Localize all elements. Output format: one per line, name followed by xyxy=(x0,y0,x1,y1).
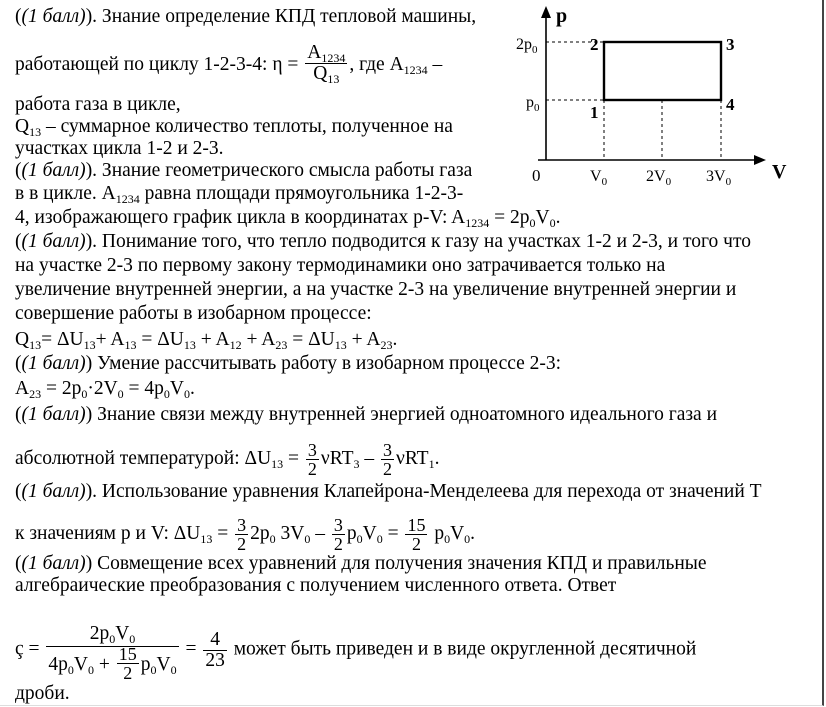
item5-line-a: ((1 балл)) Знание связи между внутренней энергией одноатомного идеального газа и xyxy=(15,404,718,425)
item3-line-b: на участке 2-3 по первому закону термодинамики оно затрачивается только на xyxy=(15,255,666,276)
item4-line-a: ((1 балл)) Умение рассчитывать работу в изобарном процессе 2-3: xyxy=(15,353,562,374)
three-halves-fraction: $\frac{3}{2}$ xyxy=(333,515,343,554)
item3-eq-sub-5: 13 xyxy=(124,338,137,352)
item4-eq-sub-7: 0 xyxy=(163,387,170,401)
item3-line-c: увеличение внутренней энергии, а на участке 2-3 на увеличение внутренней энергии и xyxy=(15,279,737,300)
item1-line-e: $Q_{13}$ – суммарное количество теплоты, полученное на xyxy=(15,116,453,139)
origin-label: 0 xyxy=(532,166,541,185)
x-tick-v0: $V_0$ xyxy=(590,168,608,188)
item1-line-f: участках цикла 1-2 и 2-3. xyxy=(15,138,224,159)
x-tick-2v0: $2V_0$ xyxy=(646,168,672,188)
item7-line-last: дроби. xyxy=(15,683,70,704)
item4-eq-sub-9: 0 xyxy=(184,387,191,401)
point-3-label: 3 xyxy=(726,35,735,54)
item3-eq-term-0: Q xyxy=(15,329,30,350)
fifteen-halves-fraction: $\frac{15}{2}$ xyxy=(407,515,426,554)
item3-line-a: ((1 балл)). Понимание того, что тепло подводится к газу на участках 1-2 и 2-3, и того что xyxy=(15,231,751,252)
item3-eq-sub-7: 13 xyxy=(183,338,196,352)
item4-eq-term-2: = 2p xyxy=(41,378,82,399)
fifteen-halves-fraction: $\frac{15}{2}$ xyxy=(118,644,137,683)
x-tick-3v0: $3V_0$ xyxy=(706,168,732,188)
item4-eq-term-0: A xyxy=(15,378,30,399)
item5-line-b: абсолютной температурой: $\Delta U_{13}$ = $\frac{3}{2}$ νRT$_3$ – $\frac{3}{2}$ νRT$_1$. xyxy=(15,440,440,479)
item3-eq-term-6: = ΔU xyxy=(136,329,184,350)
item1-line-d: работа газа в цикле, xyxy=(15,94,181,115)
item1-line-a: ((1 балл)). Знание определение КПД тепловой машины, xyxy=(15,6,477,27)
y-tick-2p0: $2p_0$ xyxy=(516,36,538,56)
v-axis-arrow xyxy=(754,155,766,165)
point-2-label: 2 xyxy=(590,35,599,54)
item3-eq-term-12: = ΔU xyxy=(287,329,335,350)
p-axis-label: p xyxy=(556,5,568,27)
item2-line-c: 4, изображающего график цикла в координатах p-V: $A_{1234} = 2p_0V_0$. xyxy=(15,207,561,230)
item4-eq-sub-5: 0 xyxy=(117,387,124,401)
point-4-label: 4 xyxy=(726,95,735,114)
item2-line-a: ((1 балл)). Знание геометрического смысла работы газа xyxy=(15,160,473,181)
three-halves-fraction: $\frac{3}{2}$ xyxy=(307,440,317,479)
three-halves-fraction: $\frac{3}{2}$ xyxy=(383,440,392,479)
points-label: (1 балл) xyxy=(21,6,86,27)
three-halves-fraction: $\frac{3}{2}$ xyxy=(237,515,247,554)
item7-line-a: ((1 балл)) Совмещение всех уравнений для получения значения КПД и правильные xyxy=(15,553,707,574)
item3-eq-sub-3: 13 xyxy=(83,338,96,352)
item7-answer: ç = $2p_0V_0$ $4p_0V_0$ + $\frac{15}{2}$ $p_0V_0$ = $\frac{4}{23}$ может быть приведен и в виде округленной десятичной xyxy=(15,623,697,683)
answer-big-fraction: $2p_0V_0$ $4p_0V_0$ + $\frac{15}{2}$ $p_0V_0$ xyxy=(48,623,177,683)
pv-diagram xyxy=(510,0,810,200)
item1-line-b: работающей по циклу 1-2-3-4: η = $\frac{A_{1234}}{Q_{13}}$ , где $A_{1234}$ – xyxy=(15,42,443,86)
item3-eq-sub-9: 12 xyxy=(229,338,242,352)
item3-line-d: совершение работы в изобарном процессе: xyxy=(15,303,372,324)
item4-eq-term-6: = 4p xyxy=(123,378,164,399)
p-axis-arrow xyxy=(541,6,551,18)
item2-line-b: в в цикле. $A_{1234}$ равна площади прямоугольника 1-2-3- xyxy=(15,183,464,206)
item6-line-a: ((1 балл)). Использование уравнения Клапейрона-Менделеева для перехода от значений T xyxy=(15,481,762,502)
item3-eq-sub-15: 23 xyxy=(380,338,393,352)
item3-eq-term-8: + A xyxy=(195,329,230,350)
item3-eq-term-10: + A xyxy=(241,329,276,350)
point-1-label: 1 xyxy=(590,103,599,122)
item3-eq-sub-1: 13 xyxy=(29,338,42,352)
v-axis-label: V xyxy=(772,161,787,183)
item3-eq-term-14: + A xyxy=(346,329,381,350)
cycle-rectangle xyxy=(604,42,721,100)
answer-result-fraction: $\frac{4}{23}$ xyxy=(205,628,225,671)
y-tick-p0: $p_0$ xyxy=(526,94,540,114)
efficiency-fraction: $\frac{A_{1234}}{Q_{13}}$ xyxy=(307,42,346,86)
item4-eq-term-4: ·2V xyxy=(87,378,118,399)
item4-eq-term-8: V xyxy=(169,378,185,399)
item3-eq-term-2: = ΔU xyxy=(41,329,84,350)
item7-line-b: алгебраические преобразования с получением численного ответа. Ответ xyxy=(15,575,617,596)
item3-equation xyxy=(15,329,397,351)
item4-eq-sub-3: 0 xyxy=(81,387,88,401)
item4-equation xyxy=(15,378,195,400)
item3-eq-sub-13: 13 xyxy=(334,338,347,352)
item4-eq-sub-1: 23 xyxy=(29,387,42,401)
item3-eq-term-4: + A xyxy=(95,329,125,350)
item3-eq-term-16: . xyxy=(392,329,398,350)
item3-eq-sub-11: 23 xyxy=(275,338,288,352)
item4-eq-term-10: . xyxy=(190,378,195,399)
item6-line-b: к значениям p и V: $\Delta U_{13}$ = $\frac{3}{2}$ $2p_0$ $3V_0$ – $\frac{3}{2}$ $p_0V_0$ = $\frac{15}{2}$ $p_0V_0$. xyxy=(15,515,476,554)
